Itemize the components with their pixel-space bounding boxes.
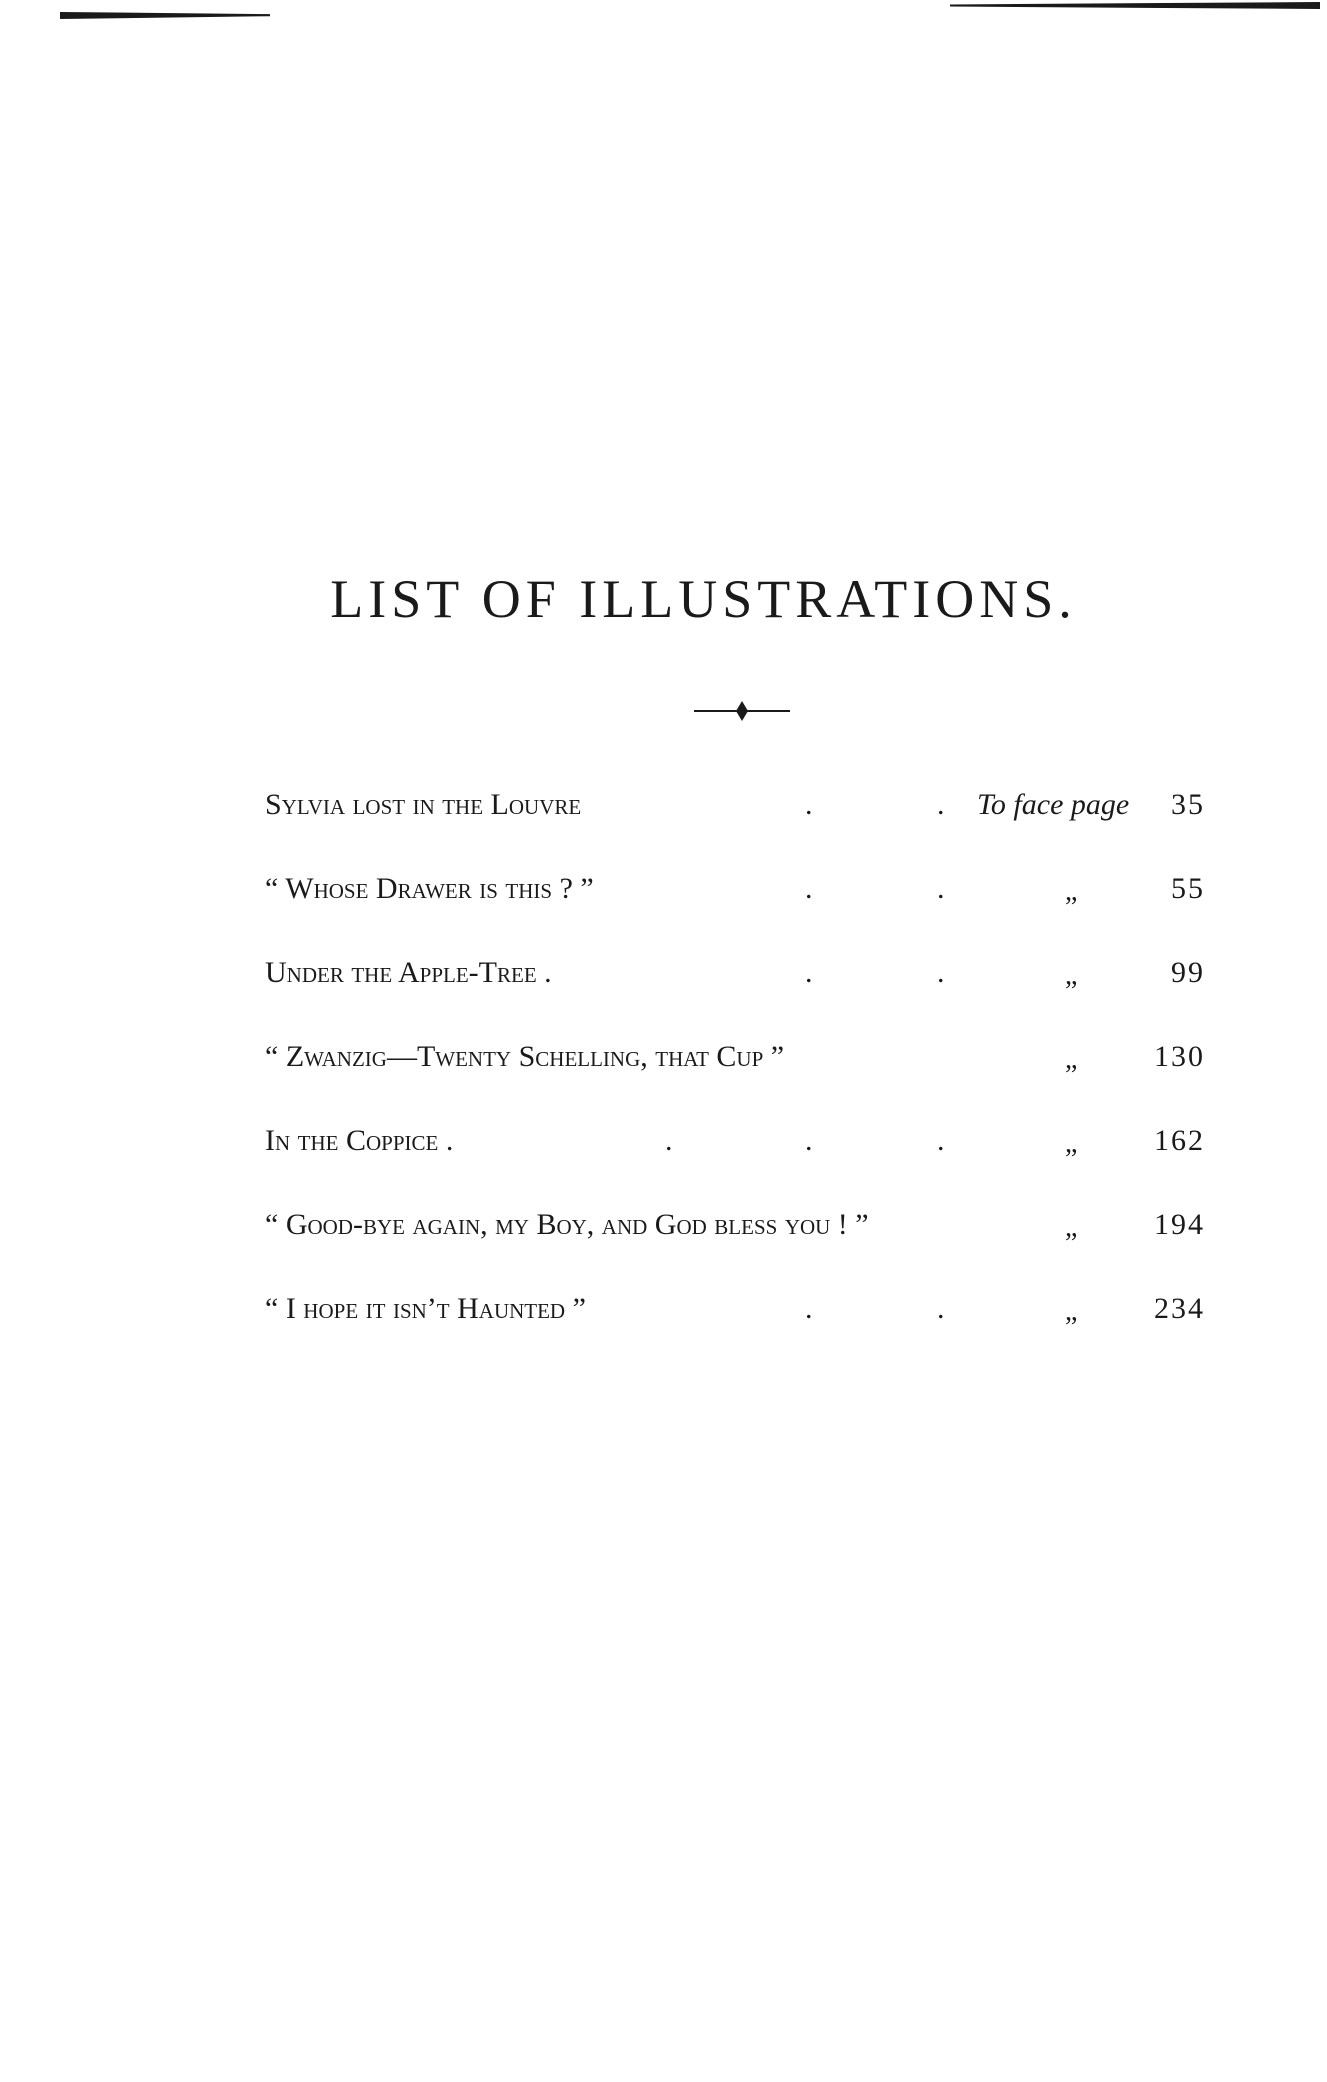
ornament-divider-icon <box>692 696 792 726</box>
leader-dot: . <box>937 1292 945 1325</box>
ditto-mark: „ <box>1065 1128 1078 1159</box>
page-number: 194 <box>1154 1208 1205 1241</box>
top-left-rule <box>60 12 270 19</box>
leader-dot: . <box>805 1124 813 1157</box>
top-right-rule <box>950 2 1320 9</box>
list-item <box>265 1208 1215 1292</box>
leader-dot: . <box>937 788 945 821</box>
leader-dot: . <box>805 788 813 821</box>
list-item <box>265 872 1215 956</box>
entry-label: “ Whose Drawer is this ? ” <box>265 872 594 905</box>
list-item <box>265 1292 1215 1376</box>
facing-page-label: To face page <box>977 788 1130 821</box>
entry-label: “ Zwanzig—Twenty Schelling, that Cup ” <box>265 1040 785 1073</box>
ditto-mark: „ <box>1065 960 1078 991</box>
page-title: LIST OF ILLUSTRATIONS. <box>330 569 1077 629</box>
leader-dot: . <box>805 956 813 989</box>
ditto-mark: „ <box>1065 1212 1078 1243</box>
entry-label: Sylvia lost in the Louvre <box>265 788 582 821</box>
entry-label: “ I hope it isn’t Haunted ” <box>265 1292 586 1325</box>
ditto-mark: „ <box>1065 876 1078 907</box>
entry-label: In the Coppice . <box>265 1124 454 1157</box>
page-number: 130 <box>1154 1040 1205 1073</box>
ditto-mark: „ <box>1065 1296 1078 1327</box>
page-number: 234 <box>1154 1292 1205 1325</box>
list-item <box>265 1040 1215 1124</box>
leader-dot: . <box>805 872 813 905</box>
ditto-mark: „ <box>1065 1044 1078 1075</box>
illustrations-list <box>265 788 1215 1376</box>
leader-dot: . <box>937 956 945 989</box>
leader-dot: . <box>665 1124 673 1157</box>
page-number: 55 <box>1171 872 1205 905</box>
leader-dot: . <box>937 872 945 905</box>
entry-label: Under the Apple-Tree . <box>265 956 552 989</box>
page-number: 35 <box>1171 788 1205 821</box>
list-item <box>265 956 1215 1040</box>
leader-dot: . <box>937 1124 945 1157</box>
leader-dot: . <box>805 1292 813 1325</box>
page-number: 99 <box>1171 956 1205 989</box>
page-number: 162 <box>1154 1124 1205 1157</box>
entry-label: “ Good-bye again, my Boy, and God bless you ! ” <box>265 1208 869 1241</box>
list-item <box>265 788 1215 872</box>
list-item <box>265 1124 1215 1208</box>
